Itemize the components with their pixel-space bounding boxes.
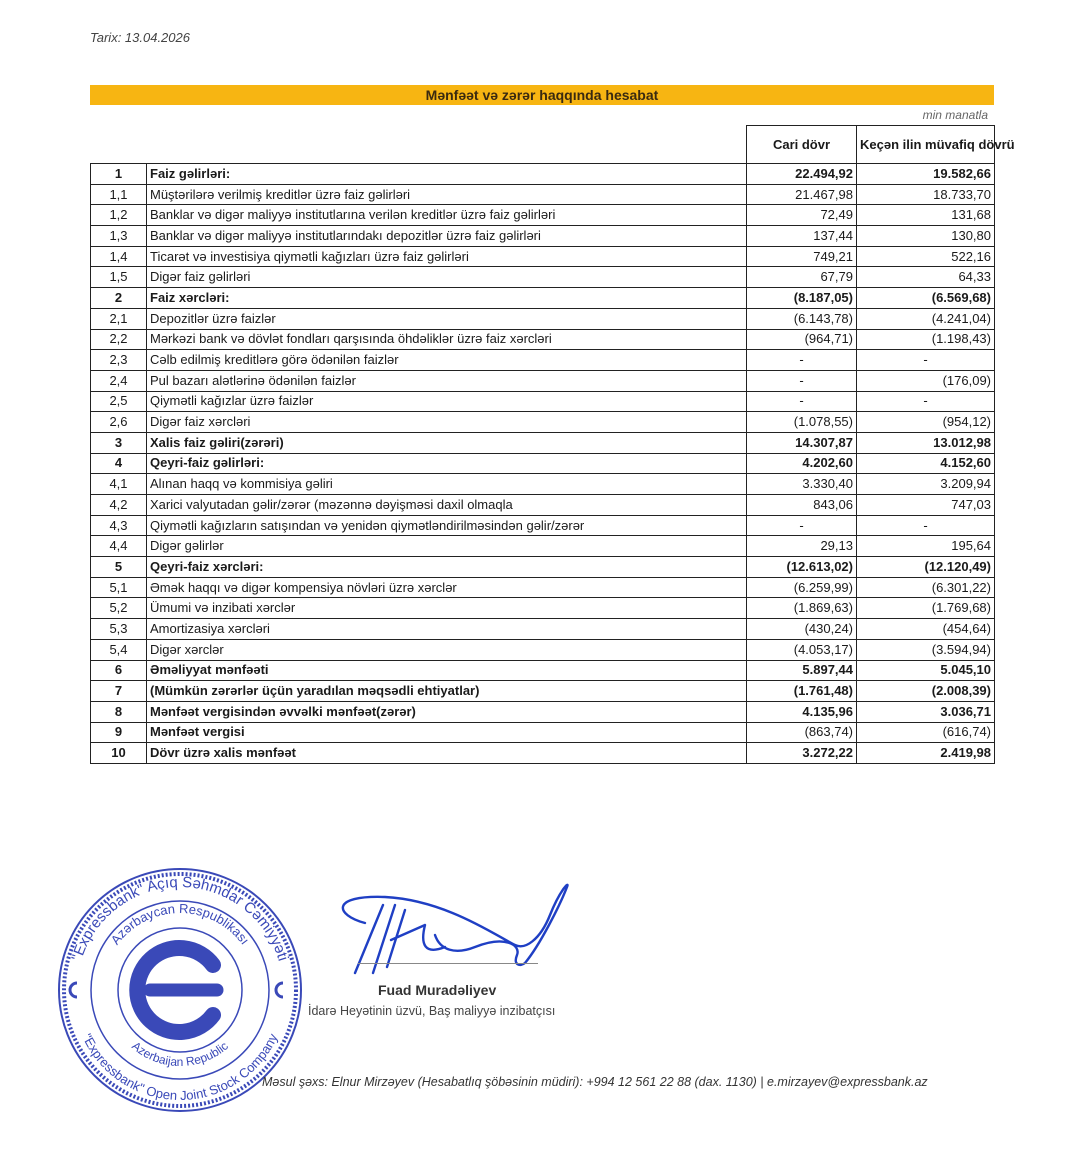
table-row: [91, 267, 995, 288]
row-label: Qeyri-faiz xərcləri:: [147, 557, 747, 578]
row-number: 4,1: [91, 474, 147, 495]
value-previous: (1.769,68): [857, 598, 995, 619]
value-current: 137,44: [747, 226, 857, 247]
value-previous: 5.045,10: [857, 660, 995, 681]
value-current: 29,13: [747, 536, 857, 557]
row-number: 5,3: [91, 619, 147, 640]
value-previous: (954,12): [857, 412, 995, 433]
value-previous: 195,64: [857, 536, 995, 557]
value-current: -: [747, 350, 857, 371]
row-number: 1,1: [91, 184, 147, 205]
row-label: Alınan haqq və kommisiya gəliri: [147, 474, 747, 495]
row-label: Cəlb edilmiş kreditlərə görə ödənilən faizlər: [147, 350, 747, 371]
value-previous: (2.008,39): [857, 681, 995, 702]
value-previous: (616,74): [857, 722, 995, 743]
value-previous: 13.012,98: [857, 432, 995, 453]
row-label: Mənfəət vergisindən əvvəlki mənfəət(zərər): [147, 701, 747, 722]
value-current: (6.259,99): [747, 577, 857, 598]
header-blank: [147, 126, 747, 164]
row-label: Ticarət və investisiya qiymətli kağızları üzrə faiz gəlirləri: [147, 246, 747, 267]
signer-name: Fuad Muradəliyev: [378, 982, 497, 998]
value-current: 67,79: [747, 267, 857, 288]
table-row: [91, 474, 995, 495]
row-label: Amortizasiya xərcləri: [147, 619, 747, 640]
value-current: -: [747, 515, 857, 536]
contact-person: Məsul şəxs: Elnur Mirzəyev (Hesabatlıq şöbəsinin müdiri): +994 12 561 22 88 (dax. 1130) | e.mirzayev@expressbank.az: [262, 1075, 928, 1089]
value-current: 5.897,44: [747, 660, 857, 681]
row-number: 1,4: [91, 246, 147, 267]
row-number: 2,1: [91, 308, 147, 329]
table-row: [91, 577, 995, 598]
table-row: [91, 515, 995, 536]
row-number: 2,3: [91, 350, 147, 371]
table-row: [91, 226, 995, 247]
value-previous: 19.582,66: [857, 164, 995, 185]
value-previous: (6.301,22): [857, 577, 995, 598]
column-header-current: Cari dövr: [747, 126, 857, 164]
value-current: 21.467,98: [747, 184, 857, 205]
row-label: Digər gəlirlər: [147, 536, 747, 557]
stamp-text-inner-top: Azərbaycan Respublikası: [107, 900, 253, 948]
value-previous: (4.241,04): [857, 308, 995, 329]
income-statement-table: [90, 125, 1015, 764]
table-row: [91, 288, 995, 309]
value-previous: -: [857, 350, 995, 371]
row-number: 5,4: [91, 639, 147, 660]
value-previous: 747,03: [857, 495, 995, 516]
bank-logo-icon: [137, 948, 217, 1032]
value-current: (1.078,55): [747, 412, 857, 433]
row-number: 4,2: [91, 495, 147, 516]
row-label: Faiz gəlirləri:: [147, 164, 747, 185]
row-number: 1,3: [91, 226, 147, 247]
value-previous: 522,16: [857, 246, 995, 267]
table-row: [91, 246, 995, 267]
table-row: [91, 184, 995, 205]
value-current: 3.330,40: [747, 474, 857, 495]
row-label: Ümumi və inzibati xərclər: [147, 598, 747, 619]
stamp-text-outer-top: "Expressbank" Açıq Səhmdar Cəmiyyəti: [68, 873, 292, 963]
value-previous: 18.733,70: [857, 184, 995, 205]
table-row: [91, 329, 995, 350]
value-current: 4.135,96: [747, 701, 857, 722]
table-row: [91, 743, 995, 764]
row-label: Müştərilərə verilmiş kreditlər üzrə faiz gəlirləri: [147, 184, 747, 205]
report-title: Mənfəət və zərər haqqında hesabat: [90, 85, 994, 105]
table-row: [91, 205, 995, 226]
row-label: Digər xərclər: [147, 639, 747, 660]
value-previous: -: [857, 515, 995, 536]
signer-title: İdarə Heyətinin üzvü, Baş maliyyə inzibatçısı: [308, 1004, 556, 1018]
table-row: [91, 660, 995, 681]
row-number: 2: [91, 288, 147, 309]
table-header-row: [91, 126, 995, 164]
value-current: (863,74): [747, 722, 857, 743]
value-previous: 131,68: [857, 205, 995, 226]
value-current: -: [747, 370, 857, 391]
value-current: (430,24): [747, 619, 857, 640]
table-row: [91, 557, 995, 578]
row-label: Faiz xərcləri:: [147, 288, 747, 309]
value-previous: (1.198,43): [857, 329, 995, 350]
stamp-text-outer-bottom: "Expressbank" Open Joint Stock Company: [79, 1031, 281, 1104]
table-row: [91, 350, 995, 371]
row-number: 1,2: [91, 205, 147, 226]
value-current: (1.869,63): [747, 598, 857, 619]
value-previous: 3.036,71: [857, 701, 995, 722]
row-number: 8: [91, 701, 147, 722]
table-row: [91, 432, 995, 453]
row-label: Qiymətli kağızların satışından və yenidən qiymətləndirilməsindən gəlir/zərər: [147, 515, 747, 536]
row-label: Pul bazarı alətlərinə ödənilən faizlər: [147, 370, 747, 391]
value-current: 4.202,60: [747, 453, 857, 474]
row-number: 5,2: [91, 598, 147, 619]
value-current: (6.143,78): [747, 308, 857, 329]
row-label: Xalis faiz gəliri(zərəri): [147, 432, 747, 453]
row-label: Qiymətli kağızlar üzrə faizlər: [147, 391, 747, 412]
value-current: 843,06: [747, 495, 857, 516]
value-previous: -: [857, 391, 995, 412]
value-previous: 130,80: [857, 226, 995, 247]
row-number: 4: [91, 453, 147, 474]
value-previous: 64,33: [857, 267, 995, 288]
value-previous: 2.419,98: [857, 743, 995, 764]
table-row: [91, 495, 995, 516]
row-label: Digər faiz gəlirləri: [147, 267, 747, 288]
value-previous: 4.152,60: [857, 453, 995, 474]
row-label: Banklar və digər maliyyə institutlarındakı depozitlər üzrə faiz gəlirləri: [147, 226, 747, 247]
value-current: 72,49: [747, 205, 857, 226]
row-label: Dövr üzrə xalis mənfəət: [147, 743, 747, 764]
row-label: Mənfəət vergisi: [147, 722, 747, 743]
value-previous: (176,09): [857, 370, 995, 391]
table-row: [91, 639, 995, 660]
value-current: 14.307,87: [747, 432, 857, 453]
value-current: 3.272,22: [747, 743, 857, 764]
value-previous: 3.209,94: [857, 474, 995, 495]
signature-line: [358, 963, 538, 964]
row-number: 7: [91, 681, 147, 702]
row-label: Depozitlər üzrə faizlər: [147, 308, 747, 329]
row-label: Banklar və digər maliyyə institutlarına verilən kreditlər üzrə faiz gəlirləri: [147, 205, 747, 226]
table-row: [91, 536, 995, 557]
header-blank: [91, 126, 147, 164]
stamp-text-inner-bottom: Azerbaijan Republic: [129, 1038, 231, 1069]
column-header-previous: Keçən ilin müvafiq dövrü: [857, 126, 995, 164]
row-label: Qeyri-faiz gəlirləri:: [147, 453, 747, 474]
row-number: 3: [91, 432, 147, 453]
row-number: 2,6: [91, 412, 147, 433]
value-current: (964,71): [747, 329, 857, 350]
table-row: [91, 619, 995, 640]
table-row: [91, 308, 995, 329]
table-row: [91, 412, 995, 433]
table-row: [91, 681, 995, 702]
value-current: (1.761,48): [747, 681, 857, 702]
table-row: [91, 391, 995, 412]
table-row: [91, 722, 995, 743]
table-row: [91, 164, 995, 185]
row-number: 2,5: [91, 391, 147, 412]
row-number: 6: [91, 660, 147, 681]
unit-label: min manatla: [922, 108, 988, 122]
table-row: [91, 598, 995, 619]
row-label: Əmək haqqı və digər kompensiya növləri üzrə xərclər: [147, 577, 747, 598]
row-number: 2,4: [91, 370, 147, 391]
value-previous: (6.569,68): [857, 288, 995, 309]
row-label: Xarici valyutadan gəlir/zərər (məzənnə dəyişməsi daxil olmaqla: [147, 495, 747, 516]
row-number: 1: [91, 164, 147, 185]
value-current: 749,21: [747, 246, 857, 267]
row-label: (Mümkün zərərlər üçün yaradılan məqsədli ehtiyatlar): [147, 681, 747, 702]
row-number: 5: [91, 557, 147, 578]
value-current: 22.494,92: [747, 164, 857, 185]
value-current: -: [747, 391, 857, 412]
value-previous: (3.594,94): [857, 639, 995, 660]
value-current: (4.053,17): [747, 639, 857, 660]
row-number: 9: [91, 722, 147, 743]
row-number: 4,3: [91, 515, 147, 536]
row-number: 5,1: [91, 577, 147, 598]
row-label: Digər faiz xərcləri: [147, 412, 747, 433]
table-row: [91, 453, 995, 474]
value-previous: (12.120,49): [857, 557, 995, 578]
row-number: 2,2: [91, 329, 147, 350]
value-current: (12.613,02): [747, 557, 857, 578]
svg-text:Azerbaijan Republic: [129, 1039, 231, 1069]
row-number: 4,4: [91, 536, 147, 557]
signature: [325, 875, 585, 975]
value-current: (8.187,05): [747, 288, 857, 309]
row-number: 1,5: [91, 267, 147, 288]
row-number: 10: [91, 743, 147, 764]
table-row: [91, 370, 995, 391]
row-label: Əməliyyat mənfəəti: [147, 660, 747, 681]
table-row: [91, 701, 995, 722]
row-label: Mərkəzi bank və dövlət fondları qarşısında öhdəliklər üzrə faiz xərcləri: [147, 329, 747, 350]
report-date: Tarix: 13.04.2026: [90, 30, 190, 45]
value-previous: (454,64): [857, 619, 995, 640]
